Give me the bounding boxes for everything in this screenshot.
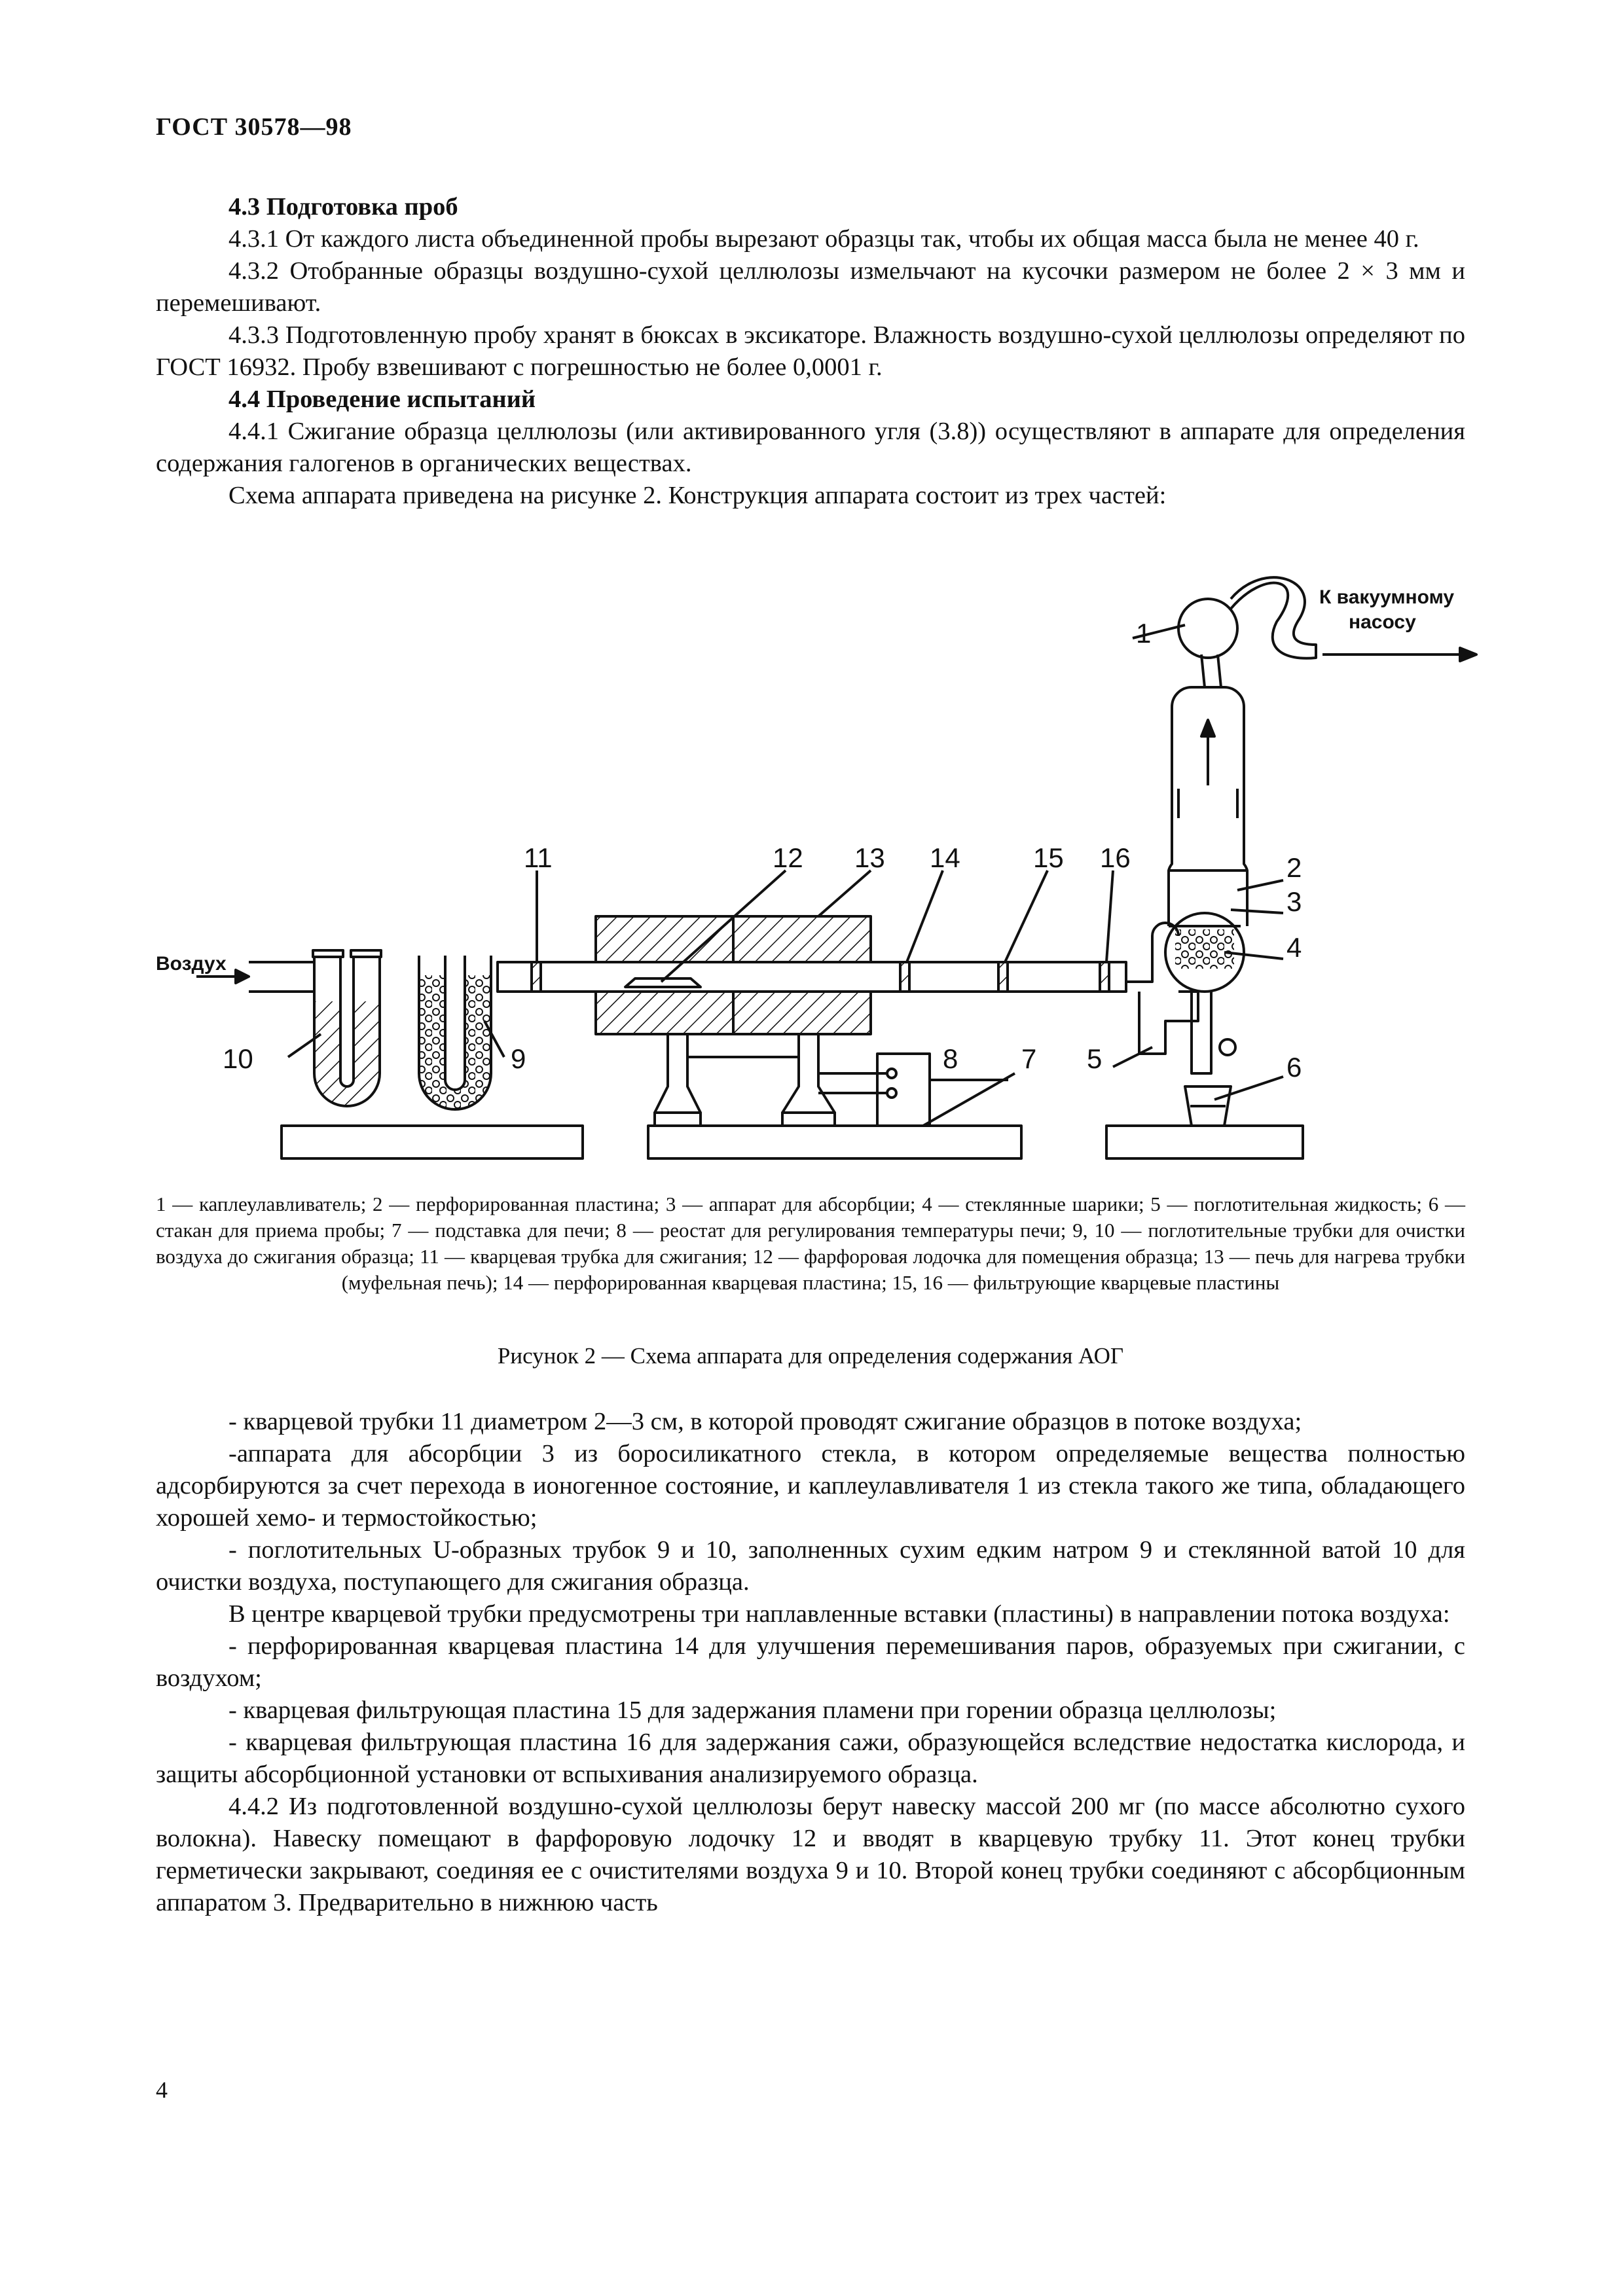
plate-11 [532,962,541,992]
paragraph: 4.3.3 Подготовленную пробу хранят в бюксах в эксикаторе. Влажность воздушно-сухой целлюлозы определяют по ГОСТ 16932. Пробу взвешивают с погрешностью не более 0,0001 г. [156,321,1465,381]
vacuum-label: К вакуумному [1319,586,1455,608]
paragraph: 4.4.1 Сжигание образца целлюлозы (или активированного угля (3.8)) осуществляют в аппарате для определения содержания галогенов в органических веществах. [156,418,1465,477]
list-item: - кварцевая фильтрующая пластина 15 для задержания пламени при горении образца целлюлозы; [228,1696,1277,1724]
label-5: 5 [1087,1043,1103,1074]
label-11: 11 [524,842,553,873]
apparatus-description [156,1406,1465,1919]
label-7: 7 [1021,1043,1037,1074]
u-tube-stand [282,1126,583,1158]
paragraph: 4.3.1 От каждого листа объединенной пробы вырезают образцы так, чтобы их общая масса была не менее 40 г. [228,225,1419,253]
list-item: -аппарата для абсорбции 3 из боросиликатного стекла, в котором определяемые вещества полностью адсорбируются за счет перехода в ионогенное состояние, и каплеулавливателя 1 из стекла такого же типа, обладающего хорошей хемо- и термостойкостью; [156,1440,1465,1532]
section-heading: 4.4 Проведение испытаний [228,386,536,413]
droplet-catcher-1 [1178,599,1237,658]
air-label: Воздух [156,953,227,975]
label-4: 4 [1286,932,1302,963]
label-10: 10 [223,1043,253,1074]
paragraph: 4.4.2 Из подготовленной воздушно-сухой целлюлозы берут навеску массой 200 мг (по массе абсолютно сухого волокна). Навеску помещают в фарфоровую лодочку 12 и вводят в кварцевую трубку 11. Этот конец трубки герметически закрывают, соединяя ее с очистителями воздуха 9 и 10. Второй конец трубки соединяют с абсорбционным аппаратом 3. Предварительно в нижнюю часть [156,1793,1465,1916]
plate-14 [900,962,909,992]
vacuum-label: насосу [1349,611,1416,633]
label-3: 3 [1286,886,1302,917]
section-heading: 4.3 Подготовка проб [228,193,458,221]
vacuum-outlet-tube [1231,577,1316,658]
furnace-stand [648,1126,1021,1158]
section-4-3 [156,191,1465,512]
paragraph: Схема аппарата приведена на рисунке 2. Конструкция аппарата состоит из трех частей: [228,482,1167,509]
label-16: 16 [1100,842,1131,873]
plate-16 [1100,962,1109,992]
absorber-stand [1106,1126,1303,1158]
label-15: 15 [1033,842,1064,873]
rheostat-8 [877,1054,930,1126]
label-6: 6 [1286,1052,1302,1083]
label-8: 8 [943,1043,958,1074]
label-1: 1 [1136,618,1152,649]
page-number: 4 [156,2077,168,2103]
absorption-liquid-5 [1139,992,1198,1054]
label-2: 2 [1286,852,1302,883]
list-item: - поглотительных U-образных трубок 9 и 10, заполненных сухим едким натром 9 и стеклянной ватой 10 для очистки воздуха, поступающего для сжигания образца. [156,1536,1465,1596]
label-13: 13 [854,842,885,873]
label-12: 12 [773,842,803,873]
list-item: - кварцевая фильтрующая пластина 16 для задержания сажи, образующейся вследствие недостатка кислорода, и защиты абсорбционной установки от вспыхивания анализируемого образца. [156,1729,1465,1788]
document-header: ГОСТ 30578—98 [156,113,352,141]
apparatus-diagram [131,556,1519,1172]
list-item: - перфорированная кварцевая пластина 14 для улучшения перемешивания паров, образуемых при сжигании, с воздухом; [156,1632,1465,1692]
paragraph: 4.3.2 Отобранные образцы воздушно-сухой целлюлозы измельчают на кусочки размером не более 2 × 3 мм и перемешивают. [156,257,1465,317]
label-9: 9 [511,1043,526,1074]
label-14: 14 [930,842,960,873]
paragraph: В центре кварцевой трубки предусмотрены три наплавленные вставки (пластины) в направлении потока воздуха: [228,1600,1450,1628]
plate-15 [998,962,1008,992]
quartz-tube-11 [498,962,1126,992]
figure-legend: 1 — каплеулавливатель; 2 — перфорированная пластина; 3 — аппарат для абсорбции; 4 — стеклянные шарики; 5 — поглотительная жидкость; 6 — стакан для приема пробы; 7 — подставка для печи; 8 — реостат для регулирования температуры печи; 9, 10 — поглотительные трубки для очистки воздуха до сжигания образца; 11 — кварцевая трубка для сжигания; 12 — фарфоровая лодочка для помещения образца; 13 — печь для нагрева трубки (муфельная печь); 14 — перфорированная кварцевая пластина; 15, 16 — фильтрующие кварцевые пластины [156,1193,1465,1294]
list-item: - кварцевой трубки 11 диаметром 2—3 см, в которой проводят сжигание образцов в потоке воздуха; [228,1408,1302,1435]
figure-title: Рисунок 2 — Схема аппарата для определения содержания АОГ [497,1343,1124,1369]
